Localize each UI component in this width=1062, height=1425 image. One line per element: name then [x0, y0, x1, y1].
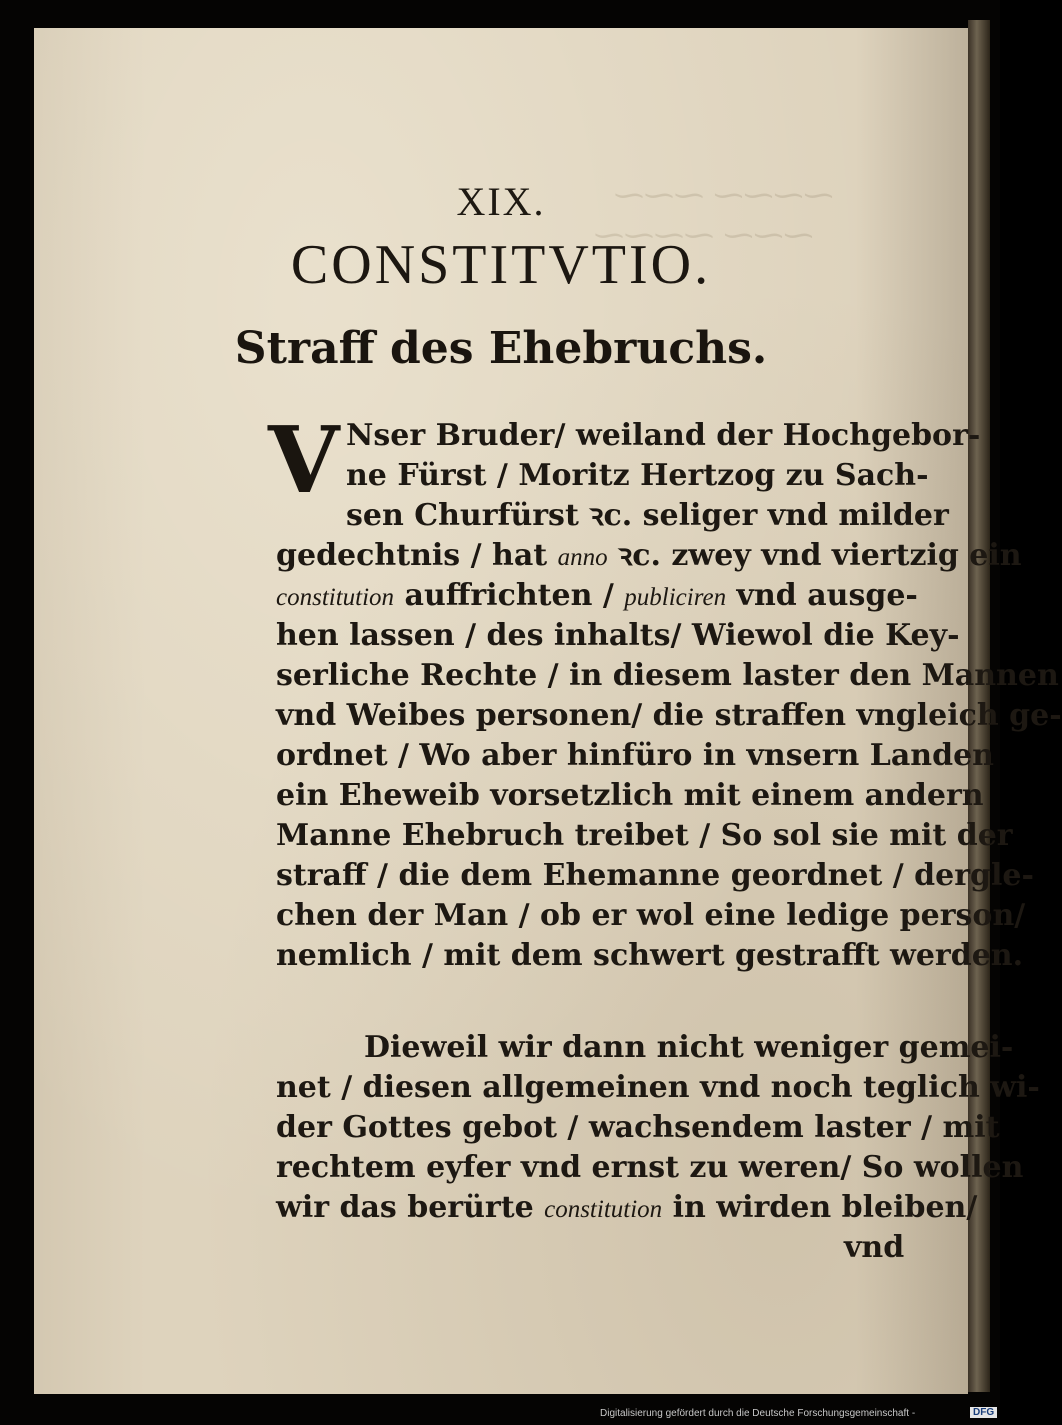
latin-term: publiciren	[624, 584, 727, 611]
text-line: wir das berürte constitution in wirden bleiben/	[276, 1190, 978, 1225]
chapter-heading: CONSTITVTIO.	[290, 234, 712, 296]
text-line: Manne Ehebruch treibet / So sol sie mit der	[276, 818, 1013, 853]
text-line: net / diesen allgemeinen vnd noch teglich wi-	[276, 1070, 1040, 1105]
text-line: gedechtnis / hat anno ꝛc. zwey vnd viertzig ein	[276, 538, 1022, 573]
text-line: constitution auffrichten / publiciren vnd ausge-	[276, 578, 918, 613]
text-line: ne Fürst / Moritz Hertzog zu Sach-	[346, 458, 929, 493]
text-line: serliche Rechte / in diesem laster den Mannen	[276, 658, 1059, 693]
latin-term: anno	[557, 544, 608, 571]
text-line: Nser Bruder/ weiland der Hochgebor-	[346, 418, 981, 453]
text-line: straff / die dem Ehemanne geordnet / dergle-	[276, 858, 1034, 893]
book-page	[34, 28, 1062, 1394]
digitization-credit: Digitalisierung gefördert durch die Deutsche Forschungsgemeinschaft -	[600, 1408, 916, 1419]
chapter-subheading: Straff des Ehebruchs.	[234, 323, 768, 374]
text-line: hen lassen / des inhalts/ Wiewol die Key-	[276, 618, 960, 653]
drop-cap-initial: V	[268, 406, 340, 514]
show-through: ⁓⁓⁓ ⁓⁓⁓⁓	[594, 218, 814, 253]
text-line: nemlich / mit dem schwert gestrafft werden.	[276, 938, 1024, 973]
text-line: sen Churfürst ꝛc. seliger vnd milder	[346, 498, 949, 533]
text-line: ordnet / Wo aber hinfüro in vnsern Landen	[276, 738, 994, 773]
text-line: ein Eheweib vorsetzlich mit einem andern	[276, 778, 984, 813]
text-line: rechtem eyfer vnd ernst zu weren/ So wollen	[276, 1150, 1024, 1185]
latin-term: constitution	[276, 584, 395, 611]
page-number: XIX.	[456, 179, 546, 224]
catchword: vnd	[844, 1230, 905, 1265]
text-line: der Gottes gebot / wachsendem laster / mit	[276, 1110, 1000, 1145]
text-line: vnd Weibes personen/ die straffen vngleich ge-	[276, 698, 1062, 733]
text-line: chen der Man / ob er wol eine ledige person/	[276, 898, 1026, 933]
latin-term: constitution	[544, 1196, 663, 1223]
dfg-logo: DFG	[970, 1407, 997, 1418]
show-through: ⁓⁓⁓⁓ ⁓⁓⁓	[614, 178, 834, 213]
text-line: Dieweil wir dann nicht weniger gemei-	[364, 1030, 1014, 1065]
